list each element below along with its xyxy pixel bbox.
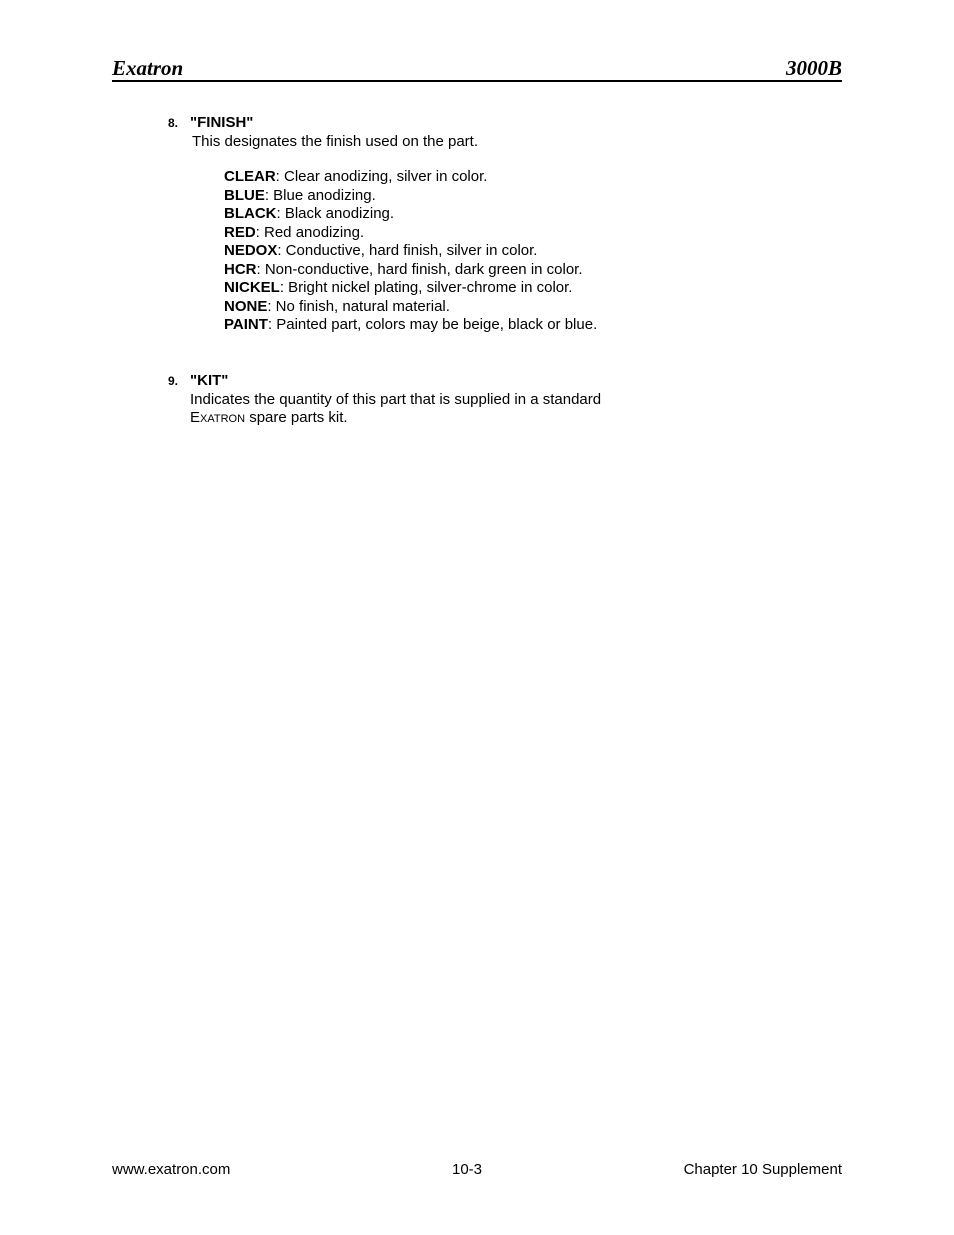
section-finish — [168, 114, 728, 151]
kit-description-line2 — [190, 409, 728, 427]
finish-item-nickel — [224, 279, 784, 298]
finish-code: NEDOX — [224, 242, 278, 259]
finish-text: : Conductive, hard finish, silver in color. — [277, 242, 538, 259]
finish-item-paint — [224, 316, 784, 335]
finish-text: : Painted part, colors may be beige, black or blue. — [267, 316, 598, 333]
kit-description-line1: Indicates the quantity of this part that is supplied in a standard — [190, 391, 602, 408]
finish-item-none — [224, 298, 784, 317]
finish-item-red — [224, 224, 784, 243]
section-description: This designates the finish used on the part. — [192, 133, 479, 150]
finish-code: NICKEL — [224, 279, 280, 296]
brand-name: Exatron — [190, 409, 246, 426]
finish-code: BLUE — [224, 186, 265, 204]
section-number: 8. — [168, 116, 179, 130]
section-heading — [168, 372, 728, 390]
header-model: 3000B — [785, 56, 842, 80]
finish-item-hcr — [224, 261, 784, 280]
finish-text: : Clear anodizing, silver in color. — [275, 168, 488, 185]
finish-code: BLACK — [224, 205, 277, 222]
finish-code: PAINT — [224, 316, 268, 333]
finish-item-nedox — [224, 242, 784, 261]
finish-text: : Red anodizing. — [255, 223, 365, 241]
finish-text: : Bright nickel plating, silver-chrome in color. — [279, 279, 573, 296]
page-footer — [112, 1161, 842, 1179]
page-header — [112, 56, 842, 82]
header-brand: Exatron — [112, 56, 184, 80]
finish-list — [224, 168, 784, 335]
footer-website: www.exatron.com — [112, 1161, 231, 1178]
finish-text: : Black anodizing. — [276, 205, 395, 222]
kit-description-rest: spare parts kit. — [245, 409, 348, 426]
finish-code: RED — [224, 223, 256, 241]
footer-chapter: Chapter 10 Supplement — [683, 1161, 842, 1178]
finish-code: CLEAR — [224, 168, 276, 185]
finish-text: : No finish, natural material. — [267, 297, 450, 315]
footer-page-number: 10-3 — [452, 1161, 483, 1178]
finish-item-black — [224, 205, 784, 224]
finish-item-blue — [224, 187, 784, 206]
section-heading — [168, 114, 728, 132]
section-title: "FINISH" — [190, 114, 254, 131]
finish-text: : Blue anodizing. — [264, 186, 376, 204]
finish-item-clear — [224, 168, 784, 187]
section-number: 9. — [168, 374, 179, 388]
finish-text: : Non-conductive, hard finish, dark green in color. — [256, 260, 583, 278]
finish-code: NONE — [224, 297, 268, 315]
section-title: "KIT" — [190, 372, 229, 389]
finish-code: HCR — [224, 260, 257, 278]
section-description — [190, 391, 728, 427]
section-kit — [168, 372, 728, 427]
